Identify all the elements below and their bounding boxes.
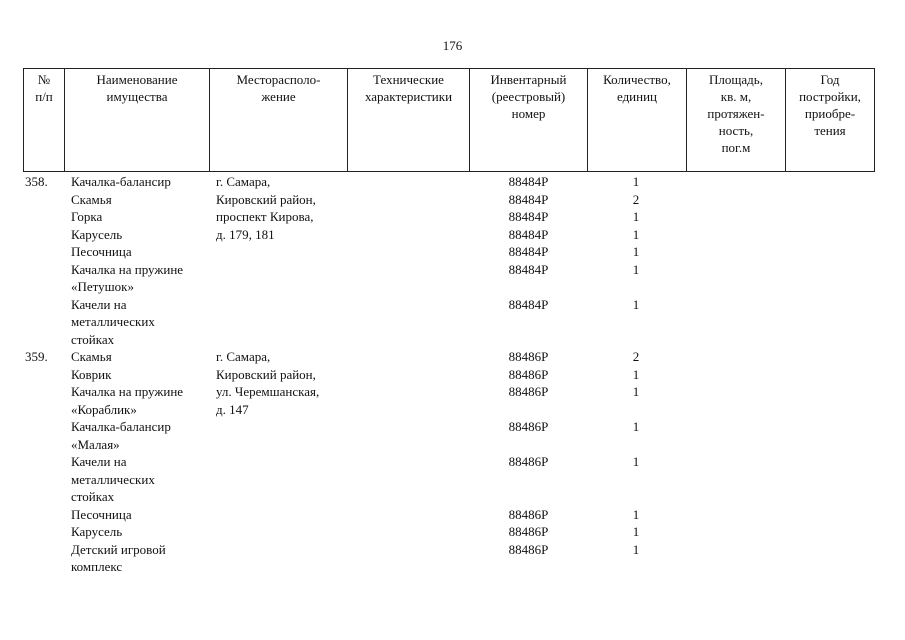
inventory-number: 88486Р: [508, 366, 549, 382]
item-name: [71, 453, 155, 506]
page-number: 176: [442, 38, 463, 53]
table-header: [23, 68, 875, 172]
item-name: [71, 243, 132, 261]
location-cell: [216, 173, 316, 243]
header-inventory: Инвентарный (реестровый) номер: [490, 72, 567, 121]
quantity: 1: [632, 384, 640, 399]
item-name: [71, 506, 132, 524]
item-name-line: Качалка-балансир: [71, 174, 171, 189]
header-tech: Технические характеристики: [364, 72, 453, 104]
quantity: 1: [632, 524, 640, 539]
item-name: [71, 383, 183, 418]
location-cell: [216, 348, 319, 418]
location-line: г. Самара,: [216, 349, 271, 364]
quantity: 1: [632, 366, 640, 382]
quantity: 1: [632, 419, 640, 434]
quantity: 1: [632, 244, 640, 259]
item-name-line: Песочница: [71, 244, 132, 259]
inventory-number: 88484Р: [508, 226, 549, 242]
item-name-line: Горка: [71, 209, 103, 224]
item-name-line: Песочница: [71, 506, 132, 522]
quantity: 1: [632, 209, 640, 224]
item-name-line: «Малая»: [71, 436, 120, 452]
item-name: [71, 366, 111, 384]
item-name-line: металлических: [71, 314, 155, 329]
item-name: [71, 191, 112, 209]
quantity: 1: [632, 454, 640, 469]
item-name-line: Скамья: [71, 191, 112, 207]
row-number: 359.: [25, 349, 48, 364]
inventory-number: 88484Р: [508, 191, 549, 207]
inventory-number: 88484Р: [508, 209, 549, 224]
inventory-number: 88484Р: [508, 174, 549, 189]
quantity: 1: [632, 506, 640, 522]
header-location: Месторасполо- жение: [236, 72, 321, 104]
inventory-number: 88486Р: [508, 384, 549, 399]
header-quantity: Количество, единиц: [603, 72, 671, 104]
quantity: 2: [632, 349, 640, 364]
item-name-line: Карусель: [71, 226, 123, 242]
item-name: [71, 226, 122, 244]
inventory-number: 88486Р: [508, 506, 549, 522]
item-name: [71, 173, 171, 191]
location-line: Кировский район,: [216, 191, 316, 207]
item-name-line: стойках: [71, 489, 115, 504]
item-name-line: Детский игровой: [71, 541, 166, 557]
header-year: Год постройки, приобре- тения: [799, 72, 861, 138]
location-line: Кировский район,: [216, 366, 316, 382]
quantity: 1: [632, 226, 640, 242]
location-line: д. 147: [216, 401, 249, 417]
quantity: 1: [632, 296, 640, 312]
item-name: [71, 208, 102, 226]
location-line: г. Самара,: [216, 174, 271, 189]
inventory-number: 88486Р: [508, 541, 549, 557]
quantity: 1: [632, 261, 640, 277]
item-name-line: Скамья: [71, 349, 112, 364]
item-name: [71, 541, 166, 576]
quantity: 1: [632, 541, 640, 557]
quantity: 1: [632, 174, 640, 189]
inventory-number: 88484Р: [508, 296, 549, 312]
header-name: Наименование имущества: [96, 72, 178, 104]
item-name-line: «Петушок»: [71, 279, 134, 294]
inventory-number: 88486Р: [508, 524, 549, 539]
inventory-number: 88486Р: [508, 454, 549, 469]
item-name-line: Качалка-балансир: [71, 419, 171, 434]
item-name-line: Качели на: [71, 296, 127, 312]
location-line: проспект Кирова,: [216, 209, 314, 224]
inventory-number: 88486Р: [508, 419, 549, 434]
item-name: [71, 418, 171, 453]
item-name: [71, 261, 183, 296]
header-num: № п/п: [35, 72, 53, 104]
item-name-line: Качалка на пружине: [71, 261, 184, 277]
item-name-line: Качели на: [71, 454, 127, 469]
location-line: д. 179, 181: [216, 226, 275, 242]
row-number: 358.: [25, 174, 48, 189]
inventory-number: 88484Р: [508, 244, 549, 259]
item-name-line: Карусель: [71, 524, 123, 539]
inventory-number: 88484Р: [508, 261, 549, 277]
item-name-line: стойках: [71, 331, 115, 347]
item-name: [71, 523, 122, 541]
item-name-line: «Кораблик»: [71, 401, 137, 417]
item-name-line: комплекс: [71, 559, 123, 574]
inventory-number: 88486Р: [508, 349, 549, 364]
item-name: [71, 348, 112, 366]
item-name-line: металлических: [71, 471, 155, 487]
item-name-line: Коврик: [71, 366, 112, 382]
item-name-line: Качалка на пружине: [71, 384, 184, 399]
quantity: 2: [632, 191, 640, 207]
item-name: [71, 296, 155, 349]
location-line: ул. Черемшанская,: [216, 384, 320, 399]
header-area: Площадь, кв. м, протяжен- ность, пог.м: [707, 72, 765, 155]
